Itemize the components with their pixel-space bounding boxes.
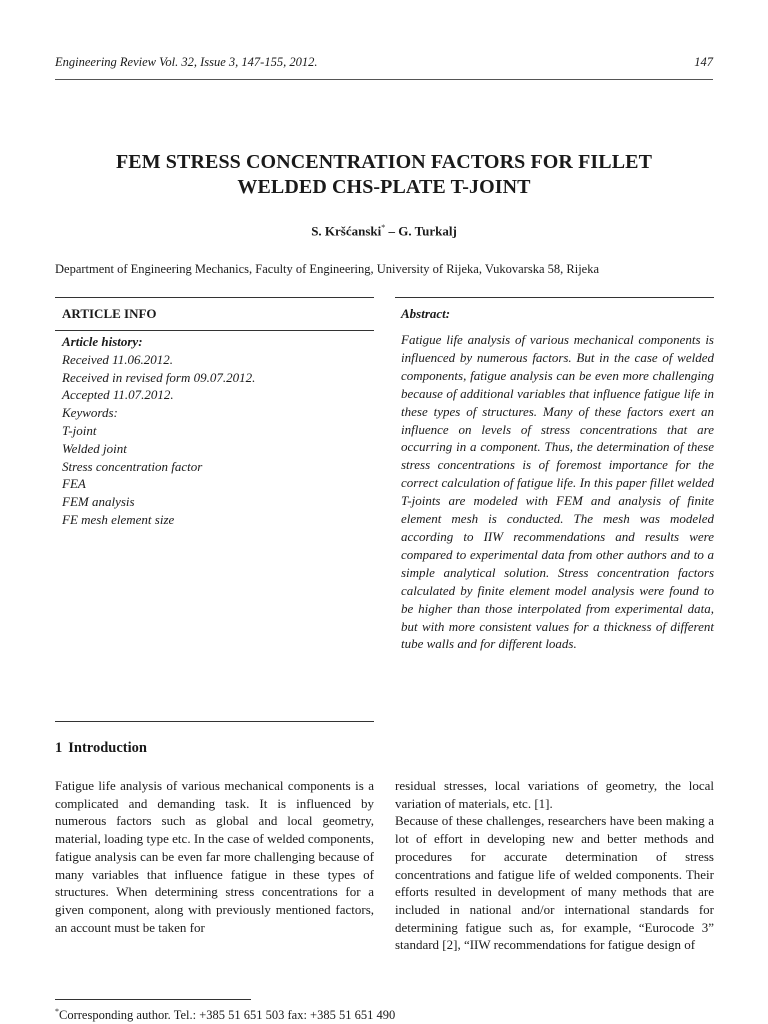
- abstract-top-rule: [395, 297, 714, 298]
- author-1: S. Kršćanski: [311, 223, 382, 239]
- author-2: G. Turkalj: [398, 223, 457, 239]
- article-info-list: [62, 333, 255, 529]
- history-accepted: Accepted 11.07.2012.: [62, 387, 174, 403]
- footnote-mark: *: [55, 1007, 59, 1016]
- footnote-text: Corresponding author. Tel.: +385 51 651 503 fax: +385 51 651 490: [59, 1008, 396, 1023]
- abstract-heading: Abstract:: [401, 306, 451, 321]
- paper-title: [40, 150, 728, 200]
- section-title: Introduction: [68, 740, 147, 756]
- journal-citation: Engineering Review Vol. 32, Issue 3, 147-155, 2012.: [55, 55, 318, 69]
- footnote: [55, 1007, 395, 1023]
- keyword-item: Welded joint: [62, 440, 127, 456]
- keyword-item: Stress concentration factor: [62, 458, 203, 474]
- history-revised: Received in revised form 09.07.2012.: [62, 369, 256, 385]
- keyword-item: FEM analysis: [62, 494, 135, 510]
- intro-column-right: [395, 777, 714, 954]
- article-info-heading-rule: [55, 330, 374, 331]
- authors: [0, 223, 768, 239]
- article-info-heading: ARTICLE INFO: [62, 306, 157, 321]
- keyword-item: FEA: [62, 476, 86, 492]
- abstract-text: Fatigue life analysis of various mechanical components is influenced by numerous factors. But in the case of welded components, fatigue analysis can be even more challenging because of additional variables that influence fatigue life in these types of structures. Many of these factors exert an influence on levels of stress concentrations that are occurring in a component. Thus, the determination of these stress concentrations is of foremost importance for the correct calculation of fatigue life. In this paper fillet welded T-joints are modeled with FEM and analysis of finite element mesh is conducted. The mesh was modeled according to IIW recommendations and results were compared to experimental data from other authors and to a simple analytical solution. Stress concentration factors calculated by finite element model analysis were found to be higher than those interpolated from experimental data, but with more consistent values for a thickness of different tube walls and for different loads.: [401, 332, 714, 652]
- history-received: Received 11.06.2012.: [62, 351, 173, 367]
- keyword-item: FE mesh element size: [62, 511, 175, 527]
- affiliation: Department of Engineering Mechanics, Faculty of Engineering, University of Rijeka, Vukovarska 58, Rijeka: [55, 262, 600, 276]
- author-separator: –: [385, 223, 399, 239]
- section-number: 1: [55, 740, 63, 756]
- corresponding-author-mark: *: [381, 223, 386, 232]
- header-divider: [55, 79, 713, 80]
- section-heading-introduction: [55, 740, 147, 757]
- article-history-label: Article history:: [62, 334, 143, 349]
- keywords-label: Keywords:: [62, 405, 118, 421]
- keyword-item: T-joint: [62, 422, 97, 438]
- article-info-top-rule: [55, 297, 374, 298]
- paper-title-line-2: WELDED CHS-PLATE T-JOINT: [237, 176, 531, 198]
- page-number: 147: [694, 55, 713, 69]
- paper-title-line-1: FEM STRESS CONCENTRATION FACTORS FOR FILLET: [115, 151, 653, 173]
- intro-paragraph-right-2: Because of these challenges, researchers have been making a lot of effort in developing new and better methods and procedures for accurate determination of stress concentrations and fatigue life of welded components. Their efforts resulted in development of many methods that are included in national and/or international standards for determining fatigue such as, for example, “Eurocode 3” standard [2], “IIW recommendations for fatigue design of: [395, 813, 714, 953]
- article-info-bottom-rule: [55, 721, 374, 722]
- footnote-rule: [55, 999, 251, 1000]
- intro-paragraph-left: Fatigue life analysis of various mechanical components is a complicated and demanding task. It is influenced by numerous factors such as global and local geometry, material, loading type etc. In the case of welded components, fatigue analysis can be even far more challenging because of many variables that influence fatigue in these types of structures. When determining stress concentrations for a given component, along with previously mentioned factors, an account must be taken for: [55, 778, 374, 935]
- intro-paragraph-right-1: residual stresses, local variations of geometry, the local variation of materials, etc. [1].: [395, 778, 714, 811]
